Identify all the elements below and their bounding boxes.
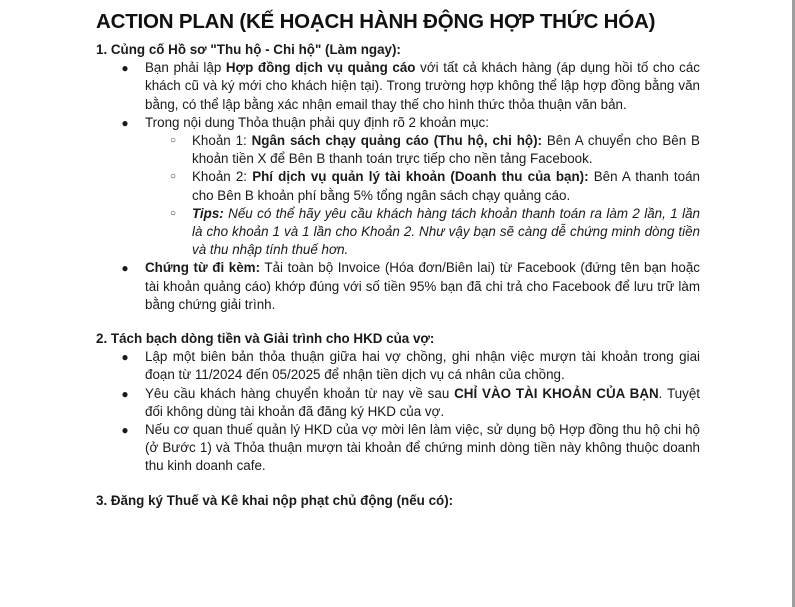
bullet-icon: ● xyxy=(121,386,129,401)
tips-item: ○ Tips: Nếu có thể hãy yêu cầu khách hàng tách khoản thanh toán ra làm 2 lần, 1 lần là cho khoản 1 và 1 lần cho Khoản 2. Như vậy bạn sẽ càng dễ chứng minh dòng tiền và thu nhập tính thuế hơn. xyxy=(169,205,700,258)
document-title: ACTION PLAN (KẾ HOẠCH HÀNH ĐỘNG HỢP THỨC HÓA) xyxy=(96,10,656,33)
list-item: ● Chứng từ đi kèm: Tải toàn bộ Invoice (Hóa đơn/Biên lai) từ Facebook (đứng tên bạn hoặc tài khoản quảng cáo) khớp đúng với số tiền 95% bạn đã chi trả cho Facebook để lưu trữ làm bằng chứng giải trình. xyxy=(121,260,700,312)
section-1-list xyxy=(96,59,700,314)
list-item: ● Trong nội dung Thỏa thuận phải quy định rõ 2 khoản mục: ○ Khoản 1: Ngân sách chạy quảng cáo (Thu hộ, chi hộ): Bên A chuyển cho Bên B khoản tiền X để Bên B thanh toán trực tiếp cho nền tảng Facebook. ○ Khoản 2: Phí dịch vụ quản lý tài khoản (Doanh thu của bạn): Bên A thanh toán cho Bên B khoản phí bằng 5% tổng ngân sách chạy quảng cáo. ○ Tips: Nếu có thể hãy yêu cầu khách hàng tách khoản thanh toán ra làm 2 lần, 1 lần là cho khoản 1 và 1 lần cho Khoản 2. Như vậy bạn sẽ càng dễ chứng minh dòng tiền và thu nhập tính thuế hơn. xyxy=(96,114,700,260)
sub-list-item: ○ Khoản 2: Phí dịch vụ quản lý tài khoản (Doanh thu của bạn): Bên A thanh toán cho Bên B khoản phí bằng 5% tổng ngân sách chạy quảng cáo. xyxy=(169,169,700,203)
list-item: ● Yêu cầu khách hàng chuyển khoản từ nay về sau CHỈ VÀO TÀI KHOẢN CỦA BẠN. Tuyệt đối không dùng tài khoản đã đăng ký HKD của vợ. xyxy=(121,385,700,419)
section-2-list xyxy=(96,348,700,475)
section-1 xyxy=(96,41,700,314)
section-2 xyxy=(96,330,700,476)
circle-bullet-icon: ○ xyxy=(169,135,177,147)
bullet-icon: ● xyxy=(121,350,129,365)
sub-list xyxy=(145,132,700,259)
bullet-icon: ● xyxy=(121,423,129,438)
section-3 xyxy=(96,492,700,510)
bullet-icon: ● xyxy=(121,115,129,130)
circle-bullet-icon: ○ xyxy=(169,171,177,183)
list-item: ● Nếu cơ quan thuế quản lý HKD của vợ mời lên làm việc, sử dụng bộ Hợp đồng thu hộ chi hộ (ở Bước 1) và Thỏa thuận mượn tài khoản để chứng minh dòng tiền này không thuộc doanh thu kinh doanh cafe. xyxy=(121,422,700,474)
circle-bullet-icon: ○ xyxy=(169,207,177,219)
section-2-title: 2. Tách bạch dòng tiền và Giải trình cho HKD của vợ: xyxy=(96,331,435,347)
list-item: ● Lập một biên bản thỏa thuận giữa hai vợ chồng, ghi nhận việc mượn tài khoản trong giai đoạn từ 11/2024 đến 05/2025 để nhận tiền dịch vụ cá nhân của chồng. xyxy=(121,349,700,383)
bullet-icon: ● xyxy=(121,261,129,276)
bullet-icon: ● xyxy=(121,61,129,76)
section-1-title: 1. Củng cố Hồ sơ "Thu hộ - Chi hộ" (Làm ngay): xyxy=(96,42,401,57)
section-3-title: 3. Đăng ký Thuế và Kê khai nộp phạt chủ động (nếu có): xyxy=(96,492,454,508)
document-content xyxy=(96,8,700,526)
sub-list-item: ○ Khoản 1: Ngân sách chạy quảng cáo (Thu hộ, chi hộ): Bên A chuyển cho Bên B khoản tiền X để Bên B thanh toán trực tiếp cho nền tảng Facebook. xyxy=(169,133,700,167)
list-item: ● Bạn phải lập Hợp đồng dịch vụ quảng cáo với tất cả khách hàng (áp dụng hồi tố cho các khách cũ và ký mới cho khách hiện tại). Trong trường hợp không thể lập hợp đồng bằng văn bằng, có thể lập bằng xác nhận email thay thế cho hình thức thỏa thuận văn bản. xyxy=(121,60,700,112)
